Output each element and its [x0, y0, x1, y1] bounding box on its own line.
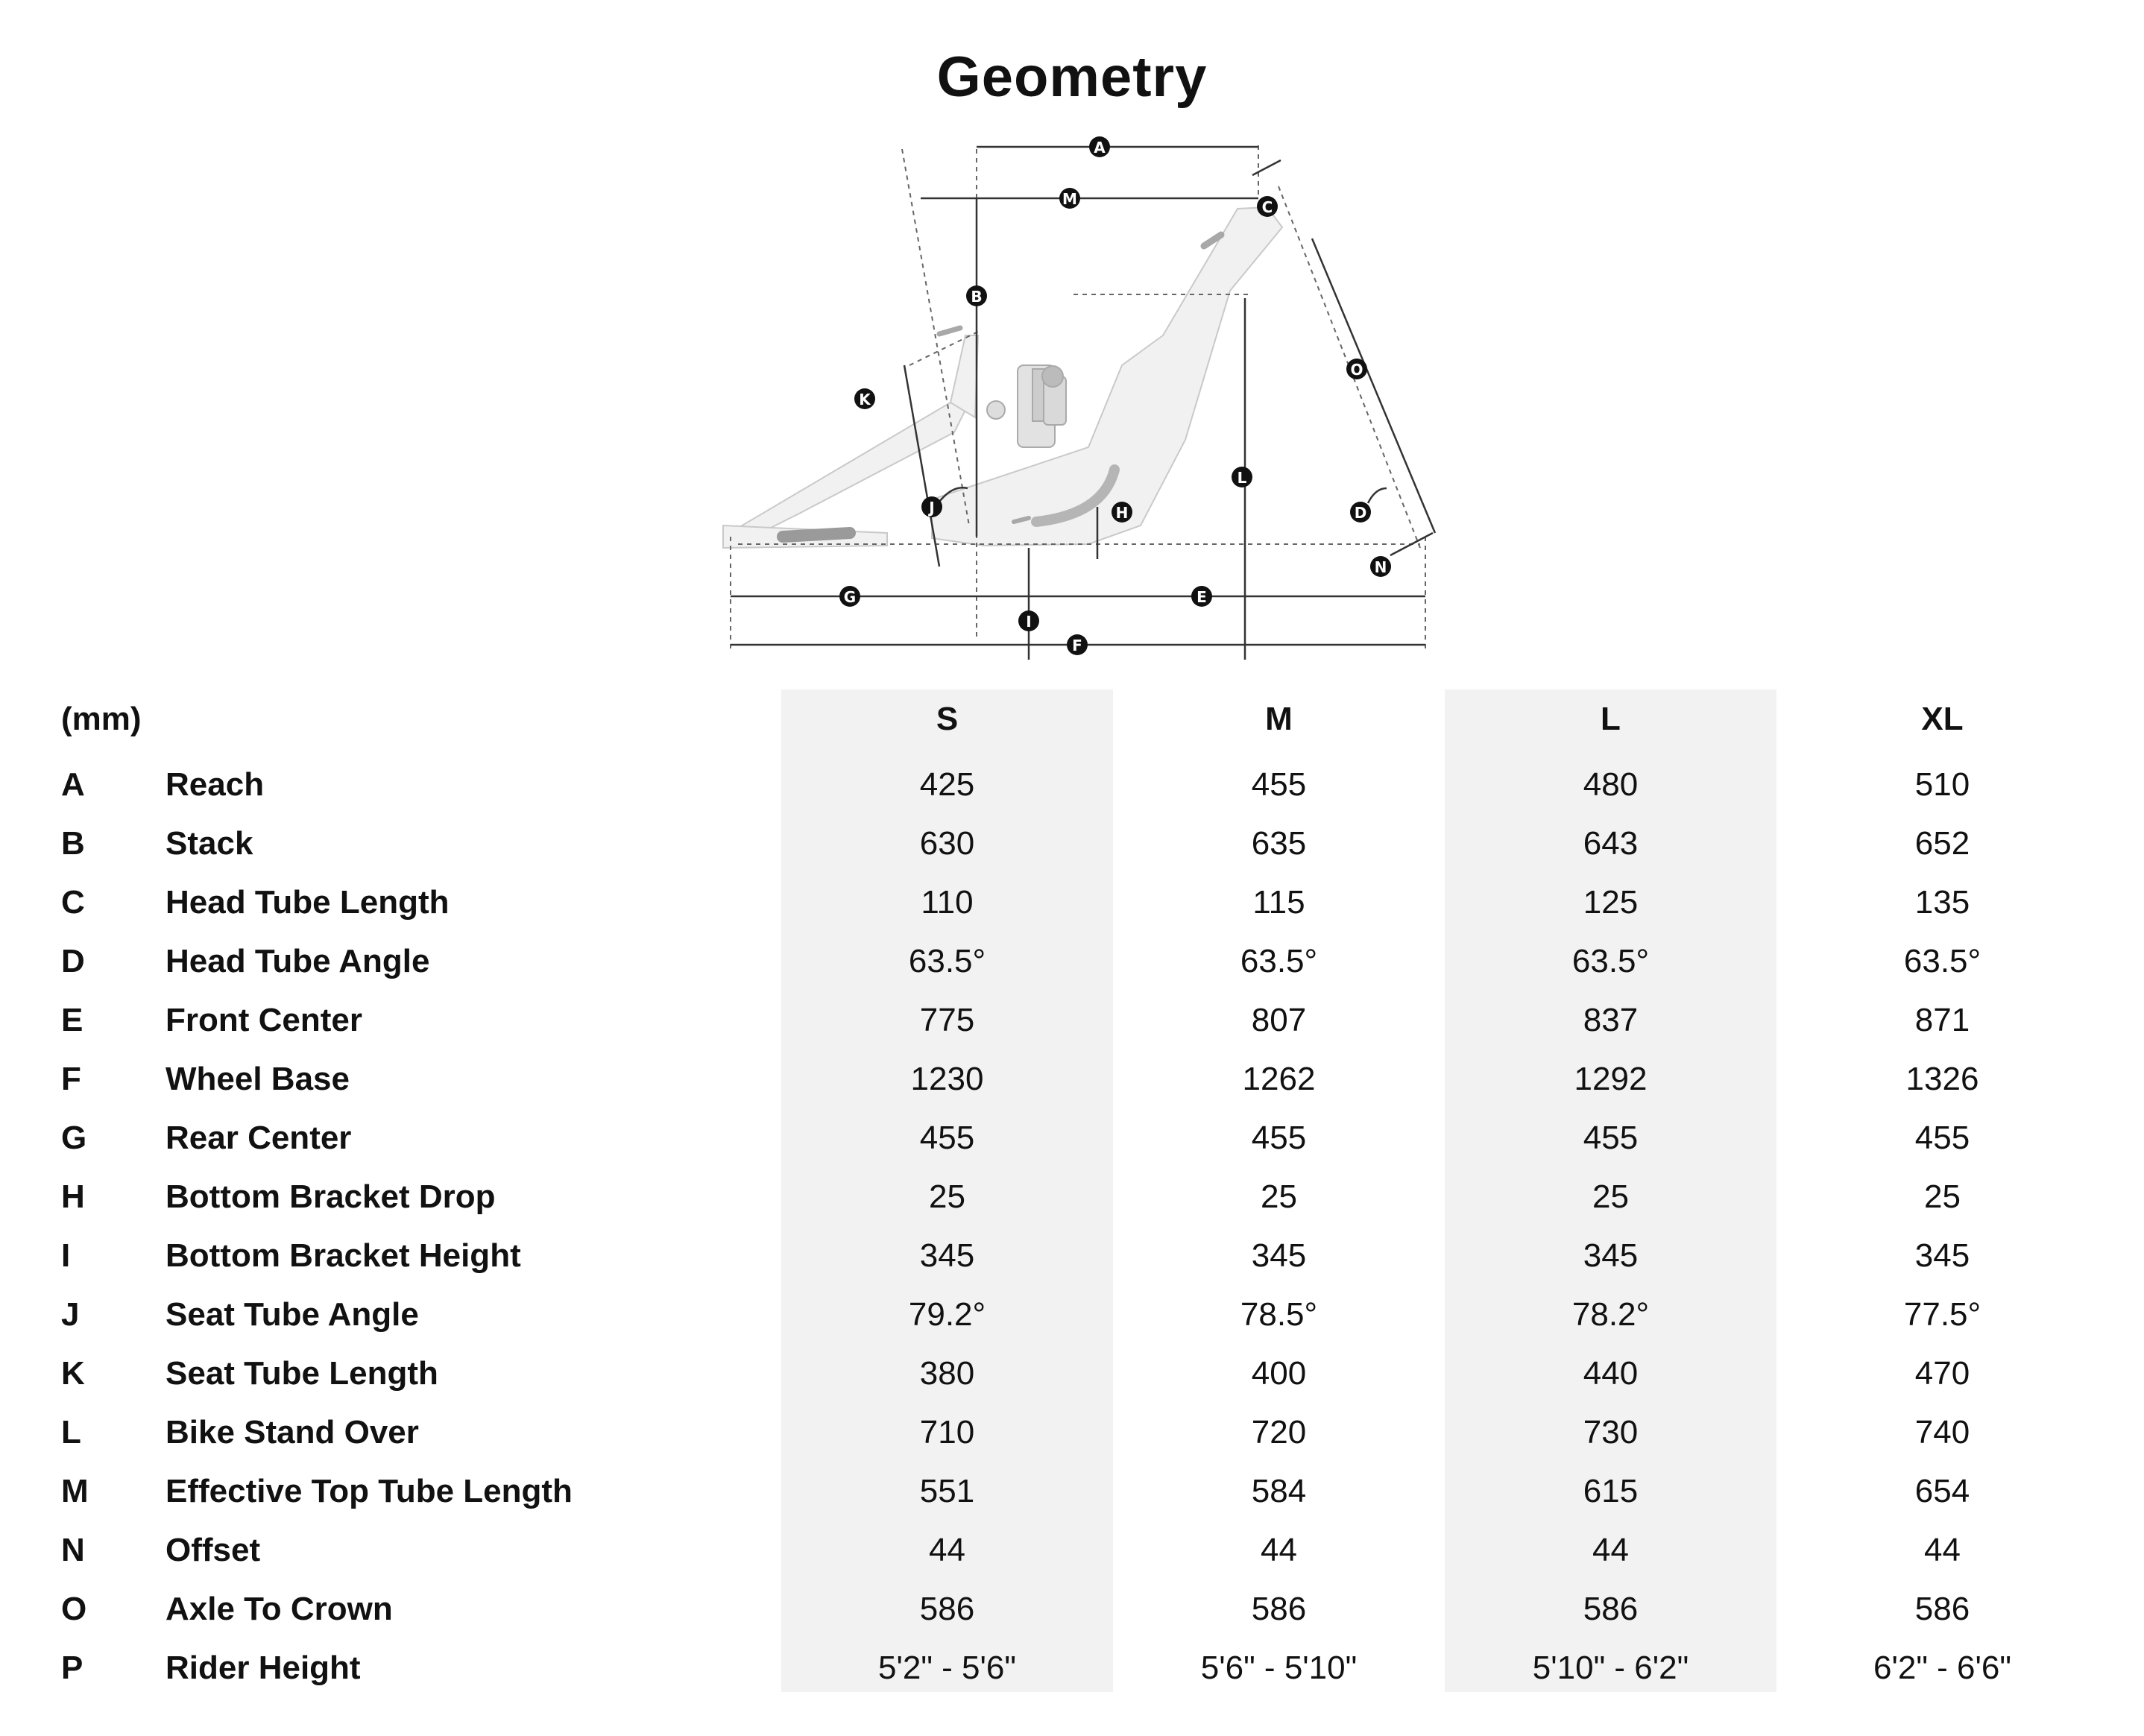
callout-l [1232, 467, 1252, 487]
callout-c [1257, 196, 1278, 217]
row-name: Rear Center [165, 1120, 352, 1156]
value-xl: 135 [1914, 884, 1970, 921]
row-name: Bottom Bracket Height [165, 1237, 521, 1274]
value-s: 775 [919, 1002, 975, 1038]
value-s: 79.2° [908, 1296, 986, 1333]
value-m: 584 [1251, 1473, 1307, 1509]
svg-text:F: F [1072, 637, 1082, 654]
value-m: 345 [1251, 1237, 1307, 1274]
callout-m [1059, 188, 1080, 209]
row-letter: F [61, 1061, 81, 1097]
value-l: 5'10" - 6'2" [1532, 1650, 1689, 1686]
value-s: 1230 [910, 1061, 984, 1097]
row-name: Bottom Bracket Drop [165, 1178, 496, 1215]
row-letter: K [61, 1355, 85, 1392]
value-l: 480 [1583, 766, 1639, 803]
row-letter: I [61, 1237, 71, 1274]
callout-b [966, 285, 987, 306]
row-name: Reach [165, 766, 265, 803]
svg-text:H: H [1115, 504, 1129, 522]
value-xl: 6'2" - 6'6" [1873, 1650, 2012, 1686]
value-s: 551 [919, 1473, 975, 1509]
value-s: 44 [929, 1532, 965, 1568]
value-l: 63.5° [1571, 943, 1650, 979]
value-m: 1262 [1242, 1061, 1316, 1097]
bike-frame-illustration [723, 207, 1282, 548]
row-letter: B [61, 825, 85, 862]
value-l: 125 [1583, 884, 1639, 921]
table-row [0, 1582, 2144, 1641]
row-name: Rider Height [165, 1650, 361, 1686]
svg-text:D: D [1354, 504, 1367, 522]
callout-o [1346, 359, 1367, 379]
value-m: 807 [1251, 1002, 1307, 1038]
value-s: 425 [919, 766, 975, 803]
value-xl: 345 [1914, 1237, 1970, 1274]
table-row [0, 1405, 2144, 1464]
table-row [0, 1523, 2144, 1582]
svg-text:C: C [1261, 198, 1273, 216]
row-letter: E [61, 1002, 83, 1038]
value-l: 643 [1583, 825, 1639, 862]
value-xl: 654 [1914, 1473, 1970, 1509]
size-header-m: M [1265, 701, 1293, 737]
row-letter: C [61, 884, 85, 921]
value-s: 63.5° [908, 943, 986, 979]
value-l: 78.2° [1571, 1296, 1650, 1333]
callout-i [1018, 610, 1039, 631]
value-xl: 510 [1914, 766, 1970, 803]
value-l: 440 [1583, 1355, 1639, 1392]
row-letter: N [61, 1532, 85, 1568]
table-row [0, 1111, 2144, 1170]
value-l: 837 [1583, 1002, 1639, 1038]
row-letter: H [61, 1178, 85, 1215]
row-name: Seat Tube Length [165, 1355, 438, 1392]
callout-a [1089, 136, 1110, 157]
value-m: 635 [1251, 825, 1307, 862]
value-s: 380 [919, 1355, 975, 1392]
value-m: 720 [1251, 1414, 1307, 1451]
svg-text:E: E [1196, 588, 1207, 606]
row-letter: A [61, 766, 85, 803]
callout-d [1350, 502, 1371, 523]
table-row [0, 875, 2144, 934]
value-s: 345 [919, 1237, 975, 1274]
value-s: 110 [921, 884, 974, 921]
callout-g [839, 586, 860, 607]
value-xl: 470 [1914, 1355, 1970, 1392]
row-name: Head Tube Angle [165, 943, 430, 979]
callout-k [854, 388, 875, 409]
value-m: 455 [1251, 1120, 1307, 1156]
shock-illustration [987, 365, 1066, 447]
table-row [0, 993, 2144, 1052]
callout-h [1112, 502, 1132, 523]
svg-text:N: N [1374, 558, 1387, 576]
construction-lines [731, 145, 1425, 648]
value-s: 455 [919, 1120, 975, 1156]
value-xl: 455 [1914, 1120, 1970, 1156]
row-letter: G [61, 1120, 87, 1156]
value-xl: 871 [1914, 1002, 1970, 1038]
table-row [0, 1287, 2144, 1346]
geometry-diagram [671, 119, 1476, 663]
value-l: 615 [1583, 1473, 1639, 1509]
value-l: 345 [1583, 1237, 1639, 1274]
table-row [0, 1170, 2144, 1228]
value-m: 455 [1251, 766, 1307, 803]
value-l: 1292 [1574, 1061, 1648, 1097]
svg-text:L: L [1237, 469, 1247, 487]
value-xl: 44 [1924, 1532, 1961, 1568]
table-row [0, 816, 2144, 875]
row-name: Axle To Crown [165, 1591, 393, 1627]
value-l: 44 [1592, 1532, 1629, 1568]
svg-text:G: G [843, 588, 857, 606]
row-name: Offset [165, 1532, 261, 1568]
value-s: 710 [919, 1414, 975, 1451]
value-xl: 25 [1924, 1178, 1961, 1215]
table-row [0, 1228, 2144, 1287]
callout-e [1191, 586, 1212, 607]
row-name: Head Tube Length [165, 884, 450, 921]
value-s: 5'2" - 5'6" [877, 1650, 1017, 1686]
row-letter: P [61, 1650, 83, 1686]
value-xl: 586 [1914, 1591, 1970, 1627]
value-m: 78.5° [1240, 1296, 1318, 1333]
value-m: 400 [1251, 1355, 1307, 1392]
value-s: 25 [929, 1178, 965, 1215]
row-letter: O [61, 1591, 87, 1627]
table-row [0, 1464, 2144, 1523]
row-name: Bike Stand Over [165, 1414, 419, 1451]
table-row [0, 934, 2144, 993]
value-xl: 740 [1914, 1414, 1970, 1451]
size-header-l: L [1601, 701, 1621, 737]
value-xl: 63.5° [1903, 943, 1981, 979]
value-l: 586 [1583, 1591, 1639, 1627]
table-row [0, 757, 2144, 816]
value-m: 115 [1252, 884, 1305, 921]
svg-text:O: O [1350, 361, 1363, 379]
page-title: Geometry [936, 45, 1208, 109]
row-name: Front Center [165, 1002, 362, 1038]
size-header-s: S [936, 701, 959, 737]
value-m: 25 [1261, 1178, 1297, 1215]
svg-text:K: K [859, 391, 871, 408]
row-name: Seat Tube Angle [165, 1296, 419, 1333]
value-m: 44 [1261, 1532, 1297, 1568]
svg-text:J: J [929, 499, 935, 517]
row-letter: L [61, 1414, 81, 1451]
row-letter: M [61, 1473, 89, 1509]
value-l: 25 [1592, 1178, 1629, 1215]
svg-text:M: M [1062, 190, 1077, 208]
svg-text:I: I [1026, 613, 1032, 631]
value-m: 5'6" - 5'10" [1200, 1650, 1358, 1686]
callout-f [1067, 634, 1088, 655]
dimension-lines [731, 147, 1435, 660]
value-m: 586 [1251, 1591, 1307, 1627]
value-l: 730 [1583, 1414, 1639, 1451]
callout-j [921, 496, 942, 517]
value-s: 586 [919, 1591, 975, 1627]
row-letter: D [61, 943, 85, 979]
value-xl: 77.5° [1903, 1296, 1981, 1333]
row-name: Effective Top Tube Length [165, 1473, 573, 1509]
value-l: 455 [1583, 1120, 1639, 1156]
row-letter: J [61, 1296, 80, 1333]
value-m: 63.5° [1240, 943, 1318, 979]
row-name: Wheel Base [165, 1061, 350, 1097]
unit-label: (mm) [61, 701, 142, 737]
value-s: 630 [919, 825, 975, 862]
row-name: Stack [165, 825, 253, 862]
table-row [0, 1052, 2144, 1111]
size-header-xl: XL [1921, 701, 1964, 737]
value-xl: 652 [1914, 825, 1970, 862]
callout-n [1370, 556, 1391, 577]
svg-text:A: A [1094, 139, 1106, 157]
table-row [0, 1641, 2144, 1699]
table-row [0, 1346, 2144, 1405]
value-xl: 1326 [1905, 1061, 1979, 1097]
svg-text:B: B [971, 288, 983, 306]
